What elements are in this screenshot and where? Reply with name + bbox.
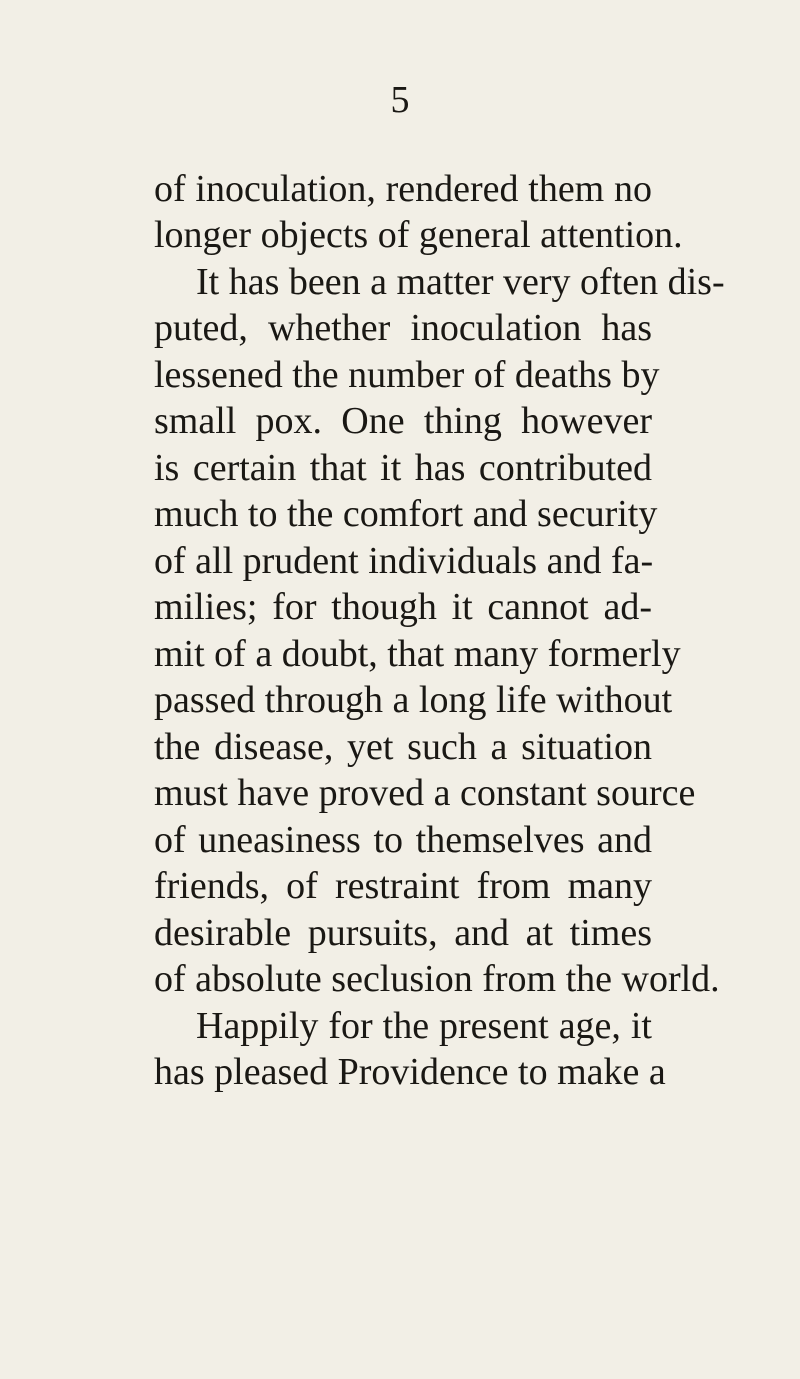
text-line: must have proved a constant source [154,772,696,814]
paragraph-start-line: It has been a matter very often dis- [196,261,725,303]
text-line: the disease, yet such a situation [154,726,652,768]
text-line: passed through a long life without [154,679,673,721]
paragraph-start-line: Happily for the present age, it [196,1005,652,1047]
text-line: much to the comfort and security [154,493,658,535]
text-line: puted, whether inoculation has [154,307,652,349]
text-line: friends, of restraint from many [154,865,652,907]
text-line: is certain that it has contributed [154,447,652,489]
text-line: mit of a doubt, that many formerly [154,633,681,675]
text-line: longer objects of general attention. [154,214,683,256]
text-line: of all prudent individuals and fa- [154,540,654,582]
text-line: has pleased Providence to make a [154,1051,666,1093]
text-line: small pox. One thing however [154,400,652,442]
text-line: of inoculation, rendered them no [154,168,652,210]
page-number: 5 [390,79,410,121]
text-line: lessened the number of deaths by [154,354,660,396]
text-line: milies; for though it cannot ad- [154,586,652,628]
text-line: desirable pursuits, and at times [154,912,652,954]
text-line: of absolute seclusion from the world. [154,958,720,1000]
text-line: of uneasiness to themselves and [154,819,652,861]
